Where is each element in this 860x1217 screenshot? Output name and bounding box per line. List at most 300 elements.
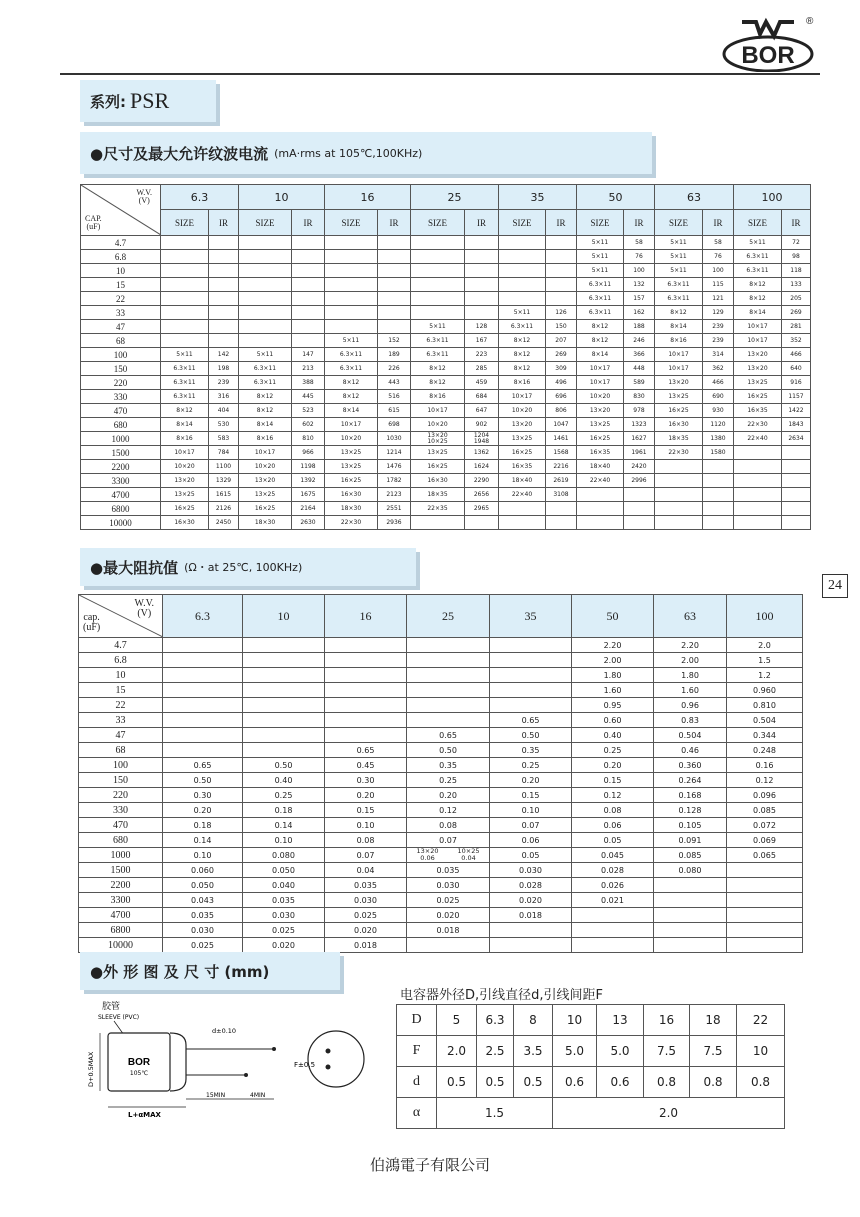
impedance-cell	[325, 713, 407, 728]
ripple-ir-cell	[546, 236, 577, 250]
impedance-cell: 0.096	[727, 788, 803, 803]
ripple-cap-cell: 100	[81, 348, 161, 362]
impedance-cell	[163, 653, 243, 668]
impedance-row	[79, 653, 803, 668]
impedance-voltage-header: 35	[490, 595, 572, 638]
impedance-section-header	[80, 548, 416, 586]
ripple-ir-cell: 784	[209, 446, 239, 460]
ripple-ir-cell: 466	[703, 376, 734, 390]
header-rule	[60, 73, 820, 75]
ripple-ir-cell	[546, 264, 577, 278]
impedance-row	[79, 908, 803, 923]
dimension-cell: 6.3	[477, 1005, 514, 1036]
impedance-split-value: 10×25 0.04	[457, 847, 480, 862]
ripple-size-cell: 5×11	[734, 236, 782, 250]
impedance-cell	[243, 683, 325, 698]
ripple-size-cell: 18×40	[499, 474, 546, 488]
impedance-row	[79, 758, 803, 773]
ripple-size-cell	[411, 236, 465, 250]
ripple-section-subtitle: (mA·rms at 105℃,100KHz)	[274, 146, 423, 160]
ripple-ir-cell: 1476	[378, 460, 411, 474]
impedance-cell	[490, 938, 572, 953]
impedance-cell: 1.60	[572, 683, 654, 698]
ripple-ir-cell: 126	[546, 306, 577, 320]
impedance-cell	[407, 938, 490, 953]
impedance-cell	[490, 668, 572, 683]
ripple-size-cell: 8×12	[734, 278, 782, 292]
ripple-size-cell: 8×16	[411, 390, 465, 404]
ripple-size-cell: 5×11	[411, 320, 465, 334]
dimension-cell: 0.5	[437, 1067, 477, 1098]
ripple-ir-cell	[465, 278, 499, 292]
ripple-row	[81, 348, 811, 362]
ripple-size-cell	[577, 516, 624, 530]
impedance-cell: 0.65	[490, 713, 572, 728]
ripple-ir-cell: 1030	[378, 432, 411, 446]
ripple-ir-cell: 1120	[703, 418, 734, 432]
ripple-size-cell: 10×17	[577, 362, 624, 376]
impedance-cell: 0.020	[490, 893, 572, 908]
ripple-ir-cell: 133	[782, 278, 811, 292]
lead-length-label: 15MIN	[206, 1092, 226, 1099]
impedance-cap-cell: 33	[79, 713, 163, 728]
ripple-size-cell	[499, 502, 546, 516]
ripple-row	[81, 390, 811, 404]
ripple-size-cell: 5×11	[655, 236, 703, 250]
ripple-ir-cell: 1204 1948	[465, 432, 499, 446]
dimension-cell: 5.0	[597, 1036, 644, 1067]
ripple-size-cell: 5×11	[577, 264, 624, 278]
impedance-cell: 0.20	[407, 788, 490, 803]
ripple-ir-cell: 930	[703, 404, 734, 418]
ripple-ir-cell	[378, 264, 411, 278]
ripple-ir-cell: 72	[782, 236, 811, 250]
ripple-voltage-header: 35	[499, 185, 577, 210]
ripple-ir-cell: 696	[546, 390, 577, 404]
ripple-size-cell	[499, 250, 546, 264]
ripple-ir-cell	[292, 278, 325, 292]
ripple-ir-cell: 189	[378, 348, 411, 362]
impedance-cell	[163, 713, 243, 728]
impedance-cell: 0.050	[243, 863, 325, 878]
ripple-size-cell: 5×11	[577, 250, 624, 264]
ripple-size-header: SIZE	[239, 210, 292, 236]
ripple-size-header: SIZE	[325, 210, 378, 236]
ripple-ir-cell: 1461	[546, 432, 577, 446]
ripple-ir-cell: 150	[546, 320, 577, 334]
impedance-cap-cell: 220	[79, 788, 163, 803]
ripple-size-cell	[734, 446, 782, 460]
ripple-ir-cell: 647	[465, 404, 499, 418]
ripple-ir-cell: 281	[782, 320, 811, 334]
ripple-ir-cell: 1362	[465, 446, 499, 460]
ripple-ir-cell: 246	[624, 334, 655, 348]
dimension-row-label: D	[397, 1005, 437, 1036]
impedance-cell: 2.20	[654, 638, 727, 653]
ripple-ir-cell	[782, 474, 811, 488]
ripple-size-cell: 10×17	[655, 362, 703, 376]
ripple-ir-cell	[292, 320, 325, 334]
ripple-size-cell: 10×17	[239, 446, 292, 460]
ripple-ir-cell: 2996	[624, 474, 655, 488]
impedance-cell: 0.040	[243, 878, 325, 893]
ripple-ir-cell: 1675	[292, 488, 325, 502]
impedance-cap-cell: 6.8	[79, 653, 163, 668]
impedance-cell	[490, 698, 572, 713]
impedance-cell: 0.344	[727, 728, 803, 743]
dimension-cell: 5	[437, 1005, 477, 1036]
impedance-row	[79, 938, 803, 953]
ripple-size-cell	[239, 264, 292, 278]
impedance-cap-cell: 1000	[79, 848, 163, 863]
impedance-cell: 0.105	[654, 818, 727, 833]
ripple-size-cell: 6.3×11	[161, 376, 209, 390]
ripple-cap-cell: 33	[81, 306, 161, 320]
ripple-ir-cell: 1615	[209, 488, 239, 502]
dimension-cell: 10	[553, 1005, 597, 1036]
ripple-size-cell: 10×17	[411, 404, 465, 418]
ripple-ir-cell: 2450	[209, 516, 239, 530]
impedance-cell: 1.80	[654, 668, 727, 683]
dimension-cell: 2.5	[477, 1036, 514, 1067]
impedance-cell: 0.50	[243, 758, 325, 773]
impedance-cell: 0.25	[572, 743, 654, 758]
impedance-cell: 0.07	[407, 833, 490, 848]
ripple-ir-cell: 121	[703, 292, 734, 306]
lead-length2-label: 4MIN	[250, 1092, 266, 1099]
ripple-cap-cell: 470	[81, 404, 161, 418]
impedance-cell: 0.030	[243, 908, 325, 923]
ripple-size-cell: 13×25	[325, 460, 378, 474]
ripple-size-cell: 10×17	[734, 320, 782, 334]
ripple-ir-cell	[465, 264, 499, 278]
ripple-size-cell: 10×20	[577, 390, 624, 404]
impedance-cell	[654, 908, 727, 923]
ripple-size-cell: 8×12	[239, 390, 292, 404]
impedance-cell	[727, 863, 803, 878]
ripple-row	[81, 278, 811, 292]
ripple-ir-cell: 98	[782, 250, 811, 264]
ripple-ir-cell	[624, 488, 655, 502]
impedance-cell: 0.20	[325, 788, 407, 803]
ripple-ir-cell	[209, 334, 239, 348]
ripple-ir-cell	[546, 516, 577, 530]
ripple-size-cell: 16×30	[655, 418, 703, 432]
impedance-cell: 0.020	[407, 908, 490, 923]
ripple-ir-cell: 830	[624, 390, 655, 404]
ripple-ir-cell: 316	[209, 390, 239, 404]
dimension-cell: 7.5	[644, 1036, 690, 1067]
ripple-size-cell: 8×12	[577, 334, 624, 348]
ripple-size-cell: 10×20	[161, 460, 209, 474]
ripple-ir-cell: 2619	[546, 474, 577, 488]
ripple-ir-cell	[292, 306, 325, 320]
dimension-cell: 1.5	[437, 1098, 553, 1129]
ripple-cap-cell: 4.7	[81, 236, 161, 250]
ripple-ir-cell	[782, 488, 811, 502]
ripple-size-cell: 22×30	[734, 418, 782, 432]
ripple-size-cell	[411, 516, 465, 530]
series-value: PSR	[130, 88, 170, 113]
ripple-size-cell: 8×12	[499, 348, 546, 362]
ripple-size-cell: 5×11	[655, 264, 703, 278]
impedance-voltage-header: 6.3	[163, 595, 243, 638]
ripple-ir-header: IR	[703, 210, 734, 236]
ripple-corner-wv: W.V. (V)	[136, 188, 152, 205]
impedance-cell: 0.020	[243, 938, 325, 953]
ripple-size-cell	[411, 250, 465, 264]
ripple-size-cell: 8×12	[734, 292, 782, 306]
ripple-ir-cell: 157	[624, 292, 655, 306]
impedance-cell: 0.12	[572, 788, 654, 803]
impedance-cell: 0.06	[490, 833, 572, 848]
impedance-voltage-header: 63	[654, 595, 727, 638]
ripple-row	[81, 404, 811, 418]
ripple-size-cell: 16×25	[239, 502, 292, 516]
ripple-ir-cell	[782, 460, 811, 474]
ripple-size-cell: 18×35	[411, 488, 465, 502]
ripple-size-cell: 18×40	[577, 460, 624, 474]
impedance-cell: 0.15	[572, 773, 654, 788]
dimension-cell: 7.5	[690, 1036, 737, 1067]
impedance-cell: 0.04	[325, 863, 407, 878]
ripple-ir-cell	[378, 236, 411, 250]
ripple-ir-cell: 496	[546, 376, 577, 390]
lead-spacing-label: F±0.5	[294, 1061, 316, 1069]
impedance-cell	[727, 908, 803, 923]
impedance-cap-cell: 15	[79, 683, 163, 698]
ripple-size-cell: 6.3×11	[325, 348, 378, 362]
ripple-size-cell	[239, 236, 292, 250]
ripple-size-cell	[161, 278, 209, 292]
ripple-ir-cell	[378, 320, 411, 334]
ripple-ir-cell: 602	[292, 418, 325, 432]
ripple-voltage-header: 25	[411, 185, 499, 210]
impedance-cell	[572, 923, 654, 938]
impedance-cell: 0.50	[407, 743, 490, 758]
impedance-cell	[163, 683, 243, 698]
impedance-cell: 0.035	[163, 908, 243, 923]
ripple-size-cell: 8×12	[499, 334, 546, 348]
ripple-size-cell: 16×30	[161, 516, 209, 530]
dimension-cell: 0.8	[737, 1067, 785, 1098]
ripple-cap-cell: 10000	[81, 516, 161, 530]
ripple-ir-cell	[378, 306, 411, 320]
impedance-cell: 0.025	[325, 908, 407, 923]
ripple-size-cell: 8×14	[161, 418, 209, 432]
ripple-ir-cell: 269	[782, 306, 811, 320]
ripple-size-cell	[161, 236, 209, 250]
ripple-size-cell: 16×25	[411, 460, 465, 474]
ripple-ir-cell: 269	[546, 348, 577, 362]
ripple-row	[81, 488, 811, 502]
ripple-size-cell	[499, 236, 546, 250]
ripple-ir-cell	[209, 306, 239, 320]
ripple-row	[81, 502, 811, 516]
ripple-ir-cell	[209, 264, 239, 278]
impedance-cell: 0.30	[325, 773, 407, 788]
ripple-ir-cell: 1392	[292, 474, 325, 488]
ripple-size-header: SIZE	[411, 210, 465, 236]
ripple-size-cell: 5×11	[325, 334, 378, 348]
impedance-cell	[243, 713, 325, 728]
impedance-cell: 0.08	[325, 833, 407, 848]
ripple-size-cell: 13×20	[239, 474, 292, 488]
impedance-split-cell	[407, 848, 490, 863]
ripple-size-cell: 8×12	[325, 376, 378, 390]
impedance-cell: 0.14	[163, 833, 243, 848]
impedance-cell	[243, 638, 325, 653]
impedance-cell: 0.080	[243, 848, 325, 863]
impedance-cell: 0.026	[572, 878, 654, 893]
ripple-ir-cell: 352	[782, 334, 811, 348]
ripple-size-cell	[239, 250, 292, 264]
impedance-cell	[163, 743, 243, 758]
ripple-ir-cell: 388	[292, 376, 325, 390]
ripple-ir-cell	[703, 516, 734, 530]
impedance-cell	[490, 683, 572, 698]
ripple-cap-cell: 6800	[81, 502, 161, 516]
ripple-ir-cell: 443	[378, 376, 411, 390]
ripple-ir-cell	[546, 278, 577, 292]
ripple-ir-cell: 239	[209, 376, 239, 390]
dimension-cell: 2.0	[437, 1036, 477, 1067]
ripple-ir-cell	[465, 250, 499, 264]
ripple-size-cell: 5×11	[655, 250, 703, 264]
ripple-row	[81, 516, 811, 530]
ripple-size-cell: 22×30	[655, 446, 703, 460]
impedance-row	[79, 698, 803, 713]
impedance-cell: 0.96	[654, 698, 727, 713]
ripple-ir-cell	[703, 474, 734, 488]
ripple-ir-cell: 58	[624, 236, 655, 250]
impedance-corner-cell	[79, 595, 163, 638]
ripple-ir-cell: 523	[292, 404, 325, 418]
impedance-cell: 0.091	[654, 833, 727, 848]
ripple-size-cell: 13×25	[577, 418, 624, 432]
ripple-ir-cell: 445	[292, 390, 325, 404]
impedance-cell: 0.504	[654, 728, 727, 743]
impedance-cap-cell: 4.7	[79, 638, 163, 653]
ripple-size-cell: 6.3×11	[411, 348, 465, 362]
dimension-table	[396, 1004, 785, 1129]
ripple-size-cell	[325, 320, 378, 334]
impedance-cell	[243, 743, 325, 758]
dimension-row	[397, 1067, 785, 1098]
impedance-cell	[407, 653, 490, 668]
ripple-size-cell: 10×20	[325, 432, 378, 446]
dimension-row-label: α	[397, 1098, 437, 1129]
ripple-ir-cell: 1380	[703, 432, 734, 446]
ripple-size-cell: 6.3×11	[655, 278, 703, 292]
impedance-voltage-header: 16	[325, 595, 407, 638]
ripple-size-cell: 8×16	[239, 432, 292, 446]
ripple-cap-cell: 150	[81, 362, 161, 376]
ripple-size-cell: 6.3×11	[577, 292, 624, 306]
ripple-ir-cell	[465, 236, 499, 250]
sleeve-sub-label: SLEEVE (PVC)	[98, 1014, 140, 1021]
impedance-cell: 1.2	[727, 668, 803, 683]
impedance-cell: 1.80	[572, 668, 654, 683]
impedance-cell: 0.50	[490, 728, 572, 743]
ripple-size-cell: 22×35	[411, 502, 465, 516]
impedance-cell: 0.50	[163, 773, 243, 788]
impedance-cell	[727, 938, 803, 953]
ripple-size-cell	[734, 488, 782, 502]
ripple-cap-cell: 68	[81, 334, 161, 348]
impedance-cell	[243, 668, 325, 683]
ripple-ir-cell	[703, 460, 734, 474]
ripple-current-table	[80, 184, 811, 530]
ripple-size-cell: 5×11	[239, 348, 292, 362]
ripple-size-cell: 18×30	[239, 516, 292, 530]
impedance-row	[79, 728, 803, 743]
ripple-size-cell	[239, 292, 292, 306]
ripple-cap-cell: 1000	[81, 432, 161, 446]
ripple-ir-cell	[782, 502, 811, 516]
ripple-row	[81, 250, 811, 264]
impedance-cell	[407, 713, 490, 728]
ripple-size-header: SIZE	[499, 210, 546, 236]
ripple-size-cell: 16×25	[161, 502, 209, 516]
ripple-size-cell: 18×35	[655, 432, 703, 446]
impedance-cell: 0.018	[325, 938, 407, 953]
dimension-row-label: d	[397, 1067, 437, 1098]
impedance-cell: 0.065	[727, 848, 803, 863]
ripple-size-cell: 10×20	[411, 418, 465, 432]
ripple-ir-cell: 516	[378, 390, 411, 404]
ripple-size-cell: 8×12	[499, 362, 546, 376]
impedance-row	[79, 773, 803, 788]
ripple-size-cell	[411, 264, 465, 278]
impedance-cell: 0.035	[407, 863, 490, 878]
impedance-cell: 0.35	[490, 743, 572, 758]
ripple-cap-cell: 47	[81, 320, 161, 334]
impedance-cell: 0.030	[163, 923, 243, 938]
ripple-ir-cell	[465, 306, 499, 320]
ripple-row	[81, 236, 811, 250]
ripple-ir-cell	[465, 516, 499, 530]
ripple-size-cell: 16×30	[411, 474, 465, 488]
ripple-size-cell: 8×12	[239, 404, 292, 418]
impedance-cell: 0.043	[163, 893, 243, 908]
dimension-cell: 22	[737, 1005, 785, 1036]
ripple-size-cell	[239, 320, 292, 334]
ripple-size-cell: 8×12	[411, 376, 465, 390]
ripple-ir-cell	[624, 502, 655, 516]
impedance-cell	[163, 638, 243, 653]
impedance-row	[79, 713, 803, 728]
impedance-cell: 0.08	[572, 803, 654, 818]
ripple-ir-cell: 128	[465, 320, 499, 334]
ripple-ir-cell: 129	[703, 306, 734, 320]
ripple-ir-cell: 459	[465, 376, 499, 390]
ripple-ir-cell: 1047	[546, 418, 577, 432]
ripple-ir-cell: 207	[546, 334, 577, 348]
ripple-ir-cell	[624, 516, 655, 530]
ripple-ir-cell: 690	[703, 390, 734, 404]
ripple-size-cell: 8×14	[734, 306, 782, 320]
ripple-size-cell: 6.3×11	[239, 376, 292, 390]
ripple-size-cell	[499, 278, 546, 292]
ripple-size-cell	[411, 292, 465, 306]
impedance-cell: 0.080	[654, 863, 727, 878]
ripple-size-cell: 6.3×11	[734, 264, 782, 278]
ripple-ir-cell: 589	[624, 376, 655, 390]
ripple-ir-cell: 239	[703, 320, 734, 334]
impedance-cell: 0.18	[243, 803, 325, 818]
impedance-cell: 0.025	[243, 923, 325, 938]
